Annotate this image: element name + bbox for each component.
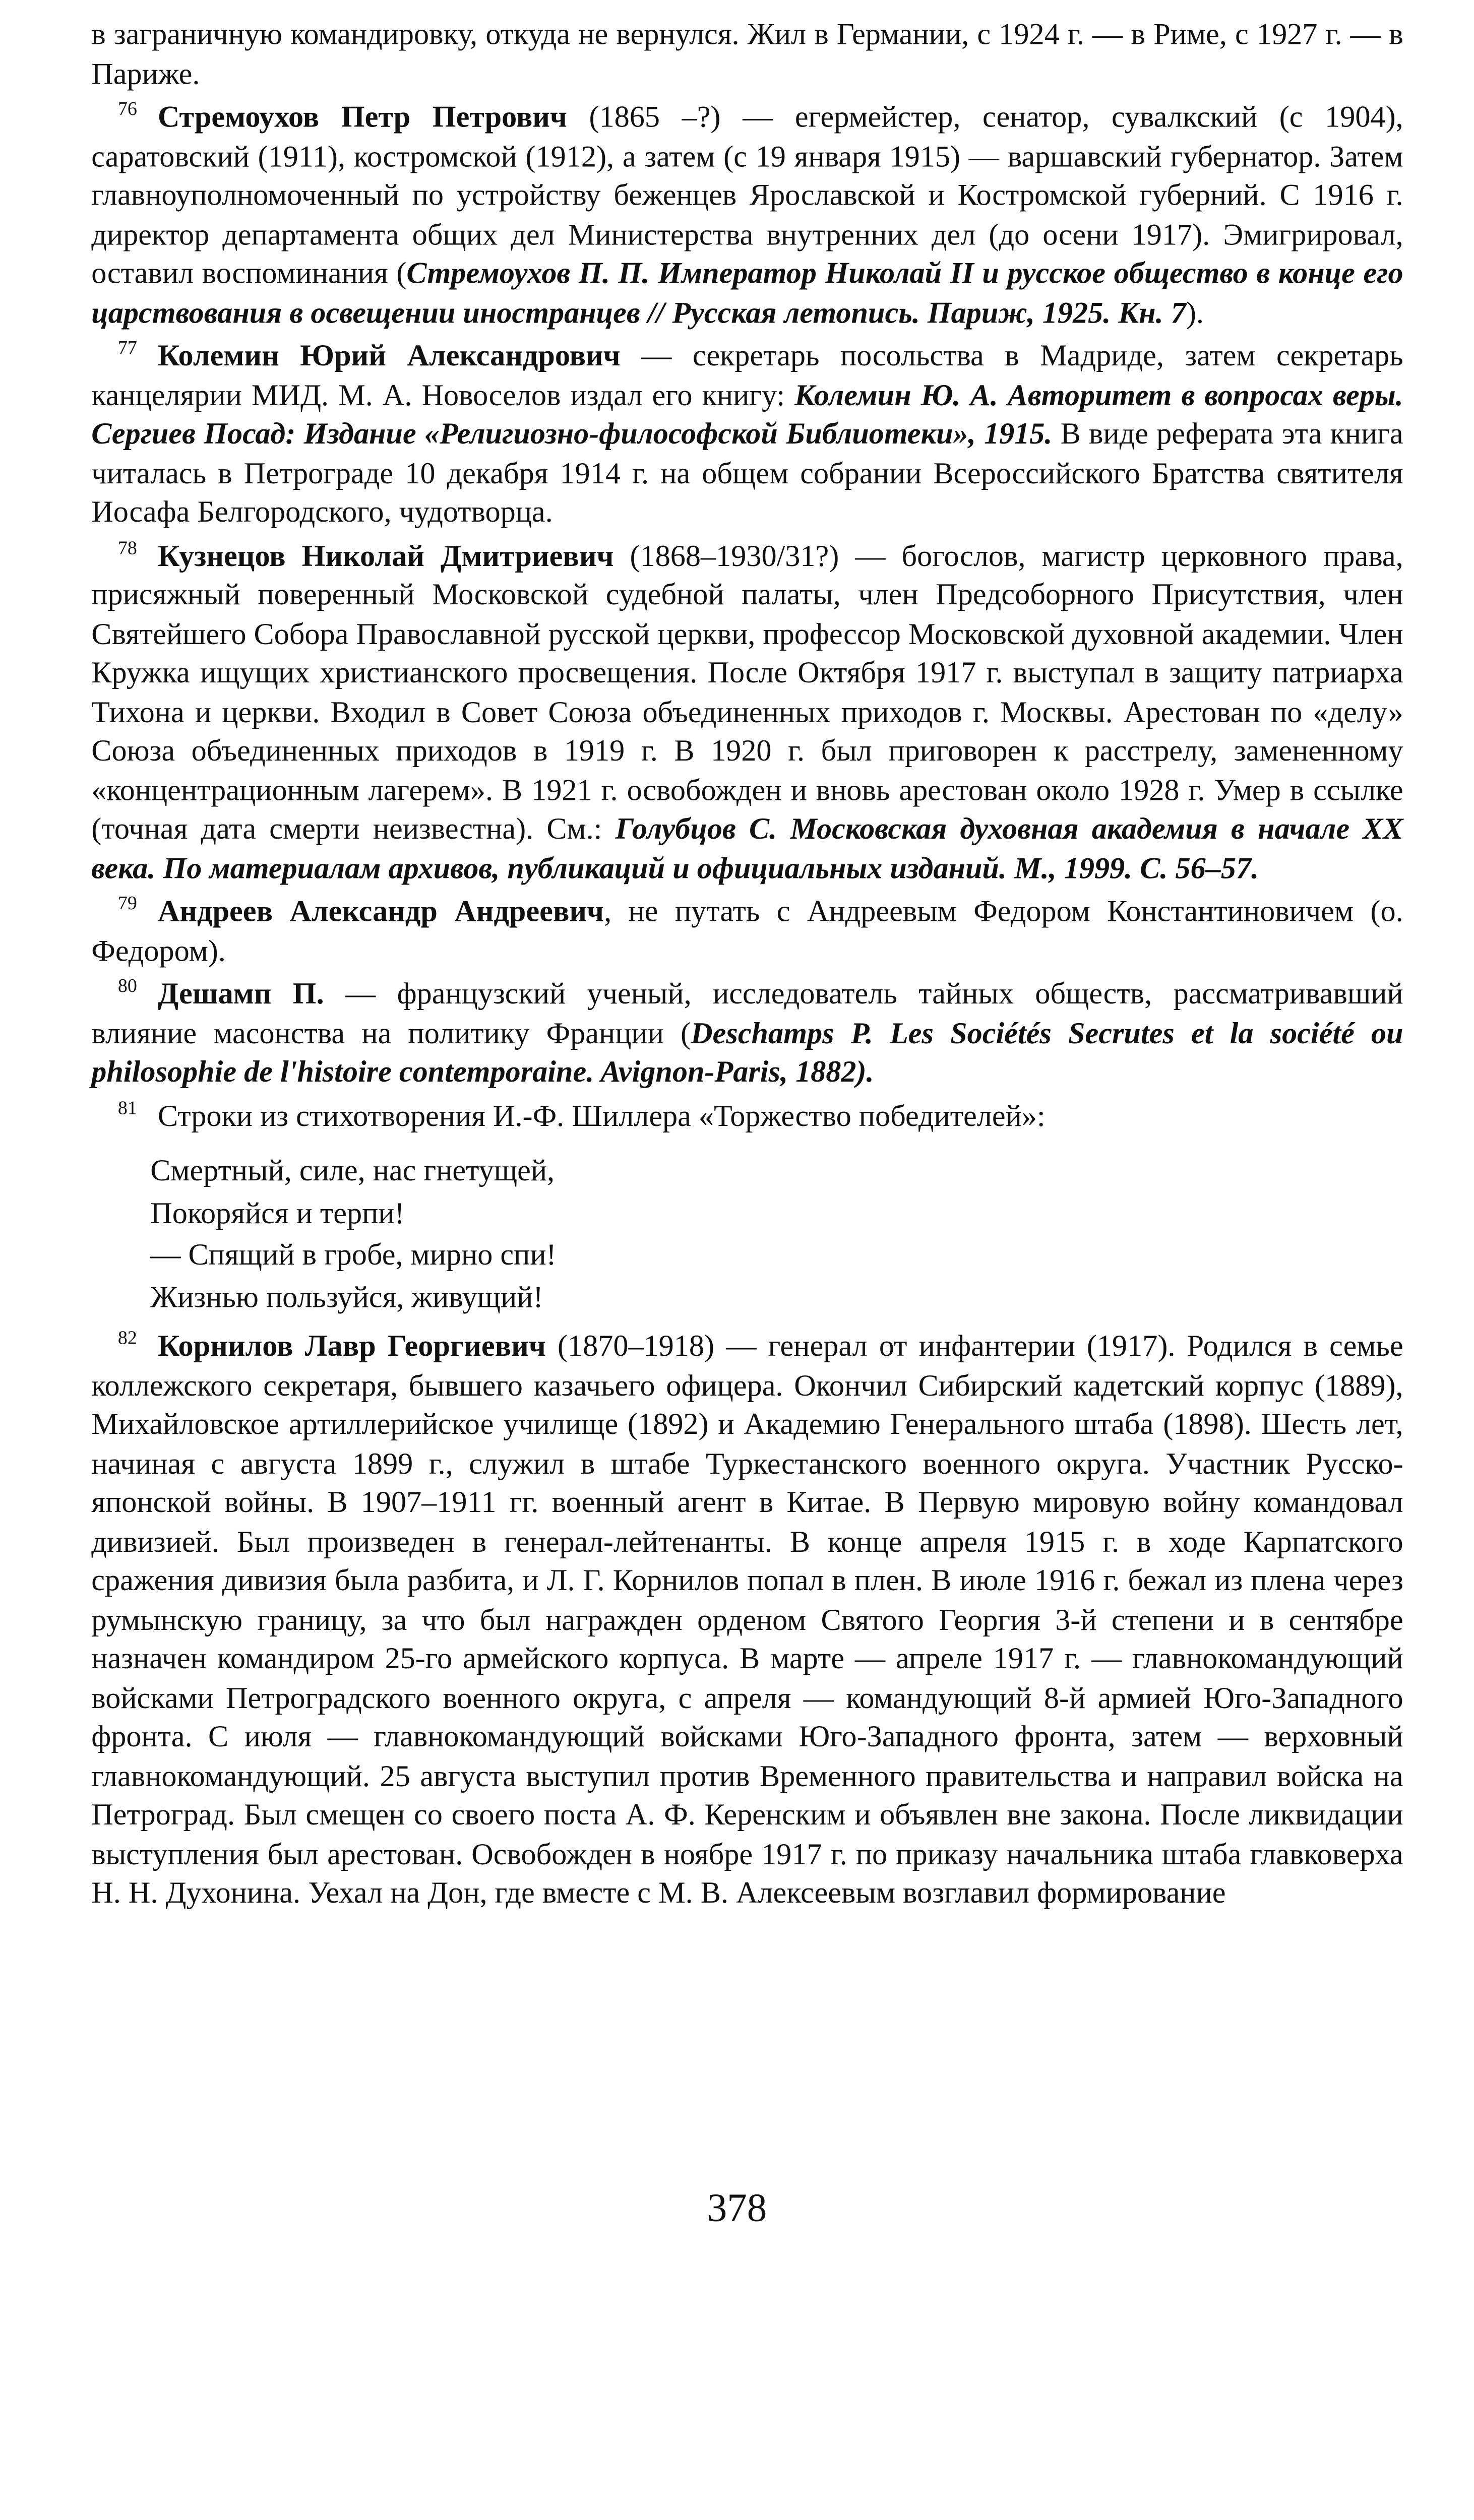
footnote-number: 80 — [117, 974, 137, 996]
footnote-77 — [91, 338, 1403, 533]
footnote-text: (1865 –?) — егермейстер, сенатор, сувалкский (с 1904), саратовский (1911), костромской (1912), а затем (с 19 января 1915) — варшавский губернатор. Затем главноуполномоченный по устройству беженцев Ярославской и Костромской губерний. С 1916 г. директор департамента общих дел Министерства внутренних дел (до осени 1917). Эмигрировал, оставил воспоминания ( — [91, 101, 1403, 291]
poem-line: Жизнью пользуйся, живущий! — [150, 1281, 543, 1314]
footnote-number: 82 — [117, 1326, 137, 1349]
footnote-number: 81 — [117, 1095, 137, 1118]
intro-paragraph — [91, 16, 1403, 94]
footnote-after: В виде реферата эта книга читалась в Петрограде 10 декабря 1914 г. на общем собрании Всероссийского Братства святителя Иосафа Белгородского, чудотворца. — [91, 418, 1403, 529]
footnote-citation: Колемин Ю. А. Авторитет в вопросах веры. Сергиев Посад: Издание «Религиозно-философской Библиотеки», 1915. — [91, 379, 1403, 451]
footnote-name: Колемин Юрий Александрович — [157, 340, 621, 373]
footnote-name: Корнилов Лавр Георгиевич — [157, 1331, 546, 1363]
footnote-citation: Стремоухов П. П. Император Николай II и русское общество в конце его царствования в освещении иностранцев // Русская летопись. Париж, 1925. Кн. 7 — [91, 258, 1403, 330]
poem-quote — [150, 1151, 1403, 1319]
poem-line: Смертный, силе, нас гнетущей, — [150, 1155, 555, 1188]
footnote-number: 76 — [117, 97, 137, 119]
page-number: 378 — [707, 2185, 767, 2230]
footnote-number: 79 — [117, 892, 137, 914]
footnote-text: (1870–1918) — генерал от инфантерии (1917). Родился в семье коллежского секретаря, бывшего казачьего офицера. Окончил Сибирский кадетский корпус (1889), Михайловское артиллерийское училище (1892) и Академию Генерального штаба (1898). Шесть лет, начиная с августа 1899 г., служил в штабе Туркестанского военного округа. Участник Русско-японской войны. В 1907–1911 гг. военный агент в Китае. В Первую мировую войну командовал дивизией. Был произведен в генерал-лейтенанты. В конце апреля 1915 г. в ходе Карпатского сражения дивизия была разбита, и Л. Г. Корнилов попал в плен. В июле 1916 г. бежал из плена через румынскую границу, за что был награжден орденом Святого Георгия 3-й степени и в сентябре назначен командиром 25-го армейского корпуса. В марте — апреле 1917 г. — главнокомандующий войсками Петроградского военного округа, с апреля — командующий 8-й армией Юго-Западного фронта. С июля — главнокомандующий войсками Юго-Западного фронта, затем — верховный главнокомандующий. 25 августа выступил против Временного правительства и направил войска на Петроград. Был смещен со своего поста А. Ф. Керенским и объявлен вне закона. После ликвидации выступления был арестован. Освобожден в ноябре 1917 г. по приказу начальника штаба главковерха Н. Н. Духонина. Уехал на Дон, где вместе с М. В. Алексеевым возглавил формирование — [91, 1331, 1403, 1910]
footnote-number: 78 — [117, 535, 137, 558]
footnote-82 — [91, 1328, 1403, 1914]
footnote-81 — [91, 1097, 1403, 1136]
footnote-citation: Голубцов С. Московская духовная академия в начале XX века. По материалам архивов, публикаций и официальных изданий. М., 1999. С. 56–57. — [91, 813, 1403, 885]
footnote-citation: Deschamps P. Les Sociétés Secrutes et la société ou philosophie de l'histoire contemporaine. Avignon-Paris, 1882). — [91, 1018, 1403, 1089]
footnote-76 — [91, 99, 1403, 333]
footnote-text: , не путать с Андреевым Федором Константиновичем (о. Федором). — [91, 896, 1403, 968]
footnote-name: Андреев Александр Андреевич — [157, 896, 604, 929]
footnote-79 — [91, 893, 1403, 971]
footnote-text: — французский ученый, исследователь тайных обществ, рассматривавший влияние масонства на политику Франции ( — [91, 978, 1403, 1050]
footnote-name: Кузнецов Николай Дмитриевич — [157, 540, 614, 573]
footnote-80 — [91, 976, 1403, 1093]
poem-line: Покоряйся и терпи! — [150, 1197, 405, 1230]
footnotes-column — [91, 16, 1403, 1918]
poem-line: — Спящий в гробе, мирно спи! — [150, 1239, 557, 1272]
footnote-name: Стремоухов Петр Петрович — [157, 101, 567, 135]
footnote-name: Дешамп П. — [157, 978, 324, 1011]
footnote-number: 77 — [117, 336, 137, 358]
footnote-text: Строки из стихотворения И.-Ф. Шиллера «Торжество победителей»: — [157, 1100, 1046, 1133]
footnote-78 — [91, 537, 1403, 889]
footnote-text: (1868–1930/31?) — богослов, магистр церковного права, присяжный поверенный Московской судебной палаты, член Предсоборного Присутствия, член Святейшего Собора Православной русской церкви, профессор Московской духовной академии. Член Кружка ищущих христианского просвещения. После Октября 1917 г. выступал в защиту патриарха Тихона и церкви. Входил в Совет Союза объединенных приходов г. Москвы. Арестован по «делу» Союза объединенных приходов в 1919 г. В 1920 г. был приговорен к расстрелу, замененному «концентрационным лагерем». В 1921 г. освобожден и вновь арестован около 1928 г. Умер в ссылке (точная дата смерти неизвестна). См.: — [91, 540, 1403, 846]
intro-text: в заграничную командировку, откуда не вернулся. Жил в Германии, с 1924 г. — в Риме, с 1927 г. — в Париже. — [91, 19, 1403, 91]
footnote-after: ). — [1186, 297, 1204, 330]
footnote-text: — секретарь посольства в Мадриде, затем секретарь канцелярии МИД. М. А. Новоселов издал его книгу: — [91, 340, 1403, 412]
